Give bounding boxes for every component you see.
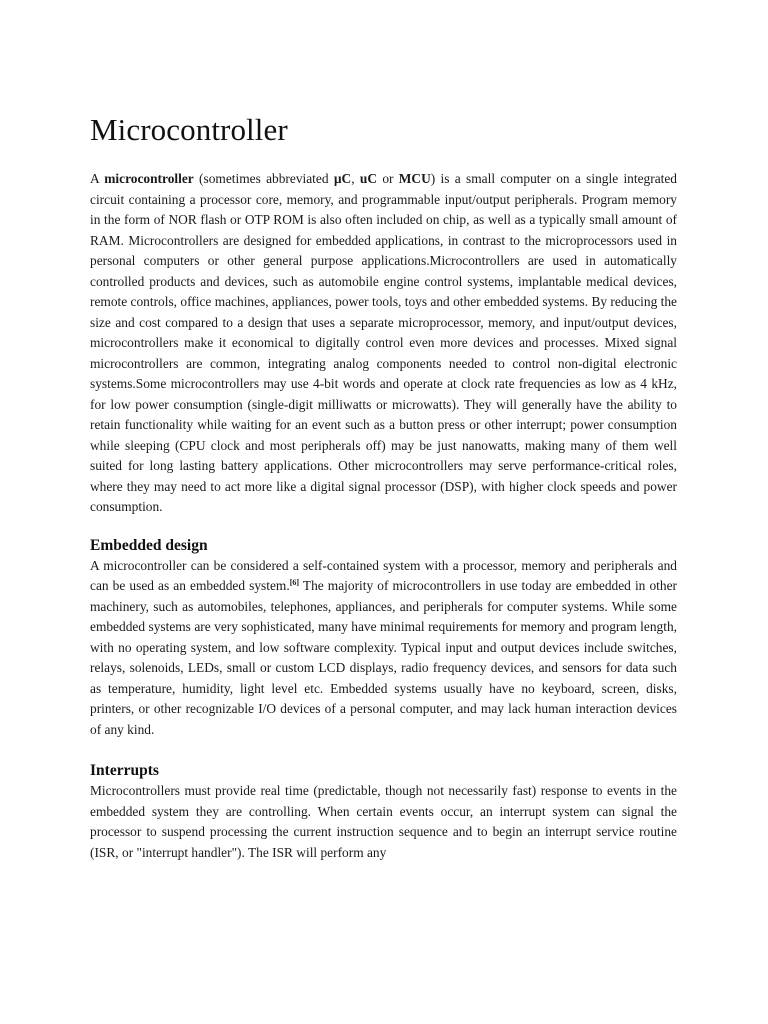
document-page (90, 112, 677, 863)
intro-paragraph (90, 169, 677, 518)
term-microcontroller: microcontroller (104, 171, 194, 186)
abbr-mcu: MCU (398, 171, 431, 186)
intro-text-start: A (90, 171, 105, 186)
section-heading-embedded-design: Embedded design (90, 536, 208, 554)
intro-text-abbrev-lead: (sometimes abbreviated (193, 171, 334, 186)
embedded-text-body: The majority of microcontrollers in use today are embedded in other machinery, such as automobiles, telephones, appliances, and peripherals for computer systems. While some embedded systems are very sophisticated, many have minimal requirements for memory and program length, with no operating system, and low software complexity. Typical input and output devices include switches, relays, solenoids, LEDs, small or custom LCD displays, radio frequency devices, and sensors for data such as temperature, humidity, light level etc. Embedded systems usually have no keyboard, screen, disks, printers, or other recognizable I/O devices of a personal computer, and may lack human interaction devices of any kind. (90, 578, 677, 737)
abbr-separator-2: or (377, 171, 399, 186)
abbr-separator-1: , (351, 171, 360, 186)
intro-text-body: ) is a small computer on a single integrated circuit containing a processor core, memory, and programmable input/output peripherals. Program memory in the form of NOR flash or OTP ROM is also often included on chip, as well as a typically small amount of RAM. Microcontrollers are designed for embedded applications, in contrast to the microprocessors used in personal computers or other general purpose applications.Microcontrollers are used in automatically controlled products and devices, such as automobile engine control systems, implantable medical devices, remote controls, office machines, appliances, power tools, toys and other embedded systems. By reducing the size and cost compared to a design that uses a separate microprocessor, memory, and input/output devices, microcontrollers make it economical to digitally control even more devices and processes. Mixed signal microcontrollers are common, integrating analog components needed to control non-digital electronic systems.Some microcontrollers may use 4-bit words and operate at clock rate frequencies as low as 4 kHz, for low power consumption (single-digit milliwatts or microwatts). They will generally have the ability to retain functionality while waiting for an event such as a button press or other interrupt; power consumption while sleeping (CPU clock and most peripherals off) may be just nanowatts, making many of them well suited for long lasting battery applications. Other microcontrollers may serve performance-critical roles, where they may need to act more like a digital signal processor (DSP), with higher clock speeds and power consumption. (90, 171, 677, 514)
page-title: Microcontroller (90, 112, 288, 147)
interrupts-paragraph: Microcontrollers must provide real time (predictable, though not necessarily fast) response to events in the embedded system they are controlling. When certain events occur, an interrupt system can signal the processor to suspend processing the current instruction sequence and to begin an interrupt service routine (ISR, or "interrupt handler"). The ISR will perform any (90, 783, 677, 860)
embedded-text-start: A microcontroller can be considered a self-contained system with a processor, memory and peripherals and can be used as an embedded system. (90, 557, 677, 593)
embedded-design-paragraph (90, 556, 677, 741)
section-heading-interrupts: Interrupts (90, 762, 159, 779)
abbr-muc: µC (333, 171, 352, 186)
citation-6: [6] (289, 578, 300, 587)
abbr-uc: uC (359, 171, 378, 186)
